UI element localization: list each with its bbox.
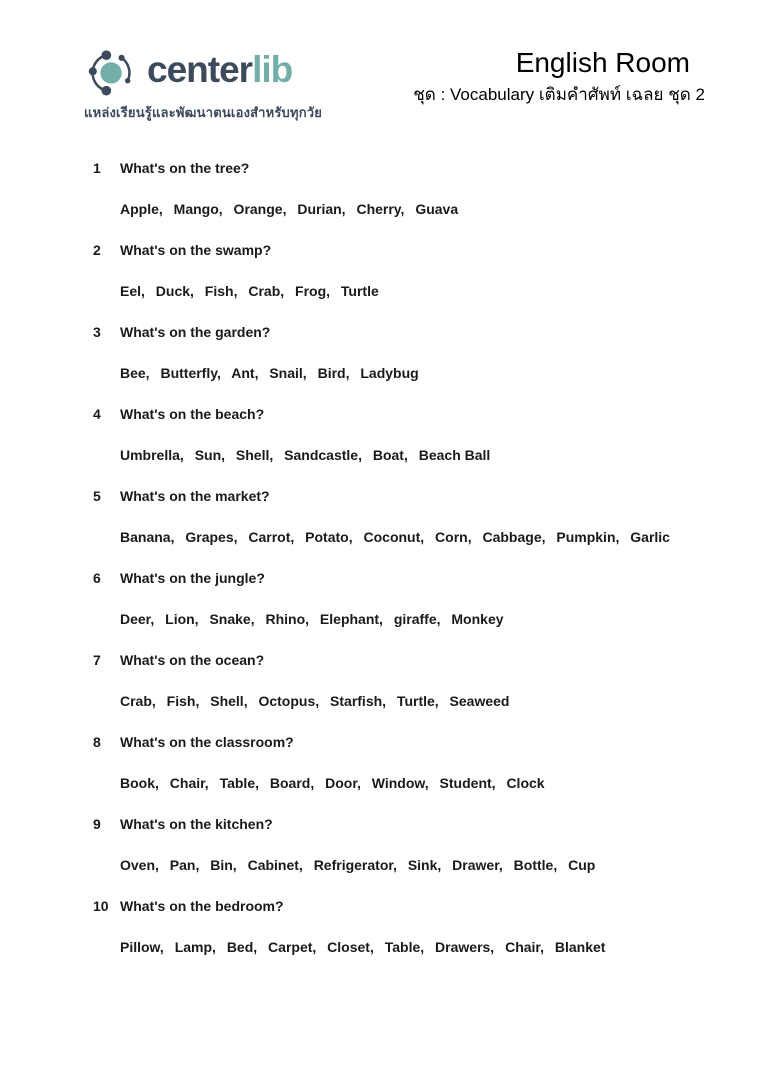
question-number: 8	[93, 733, 101, 750]
question-text: What's on the ocean?	[120, 651, 265, 668]
question-number: 6	[93, 569, 101, 586]
question-number: 4	[93, 405, 101, 422]
question-row	[93, 393, 763, 434]
question-row	[93, 147, 763, 188]
brand-name-lib: lib	[252, 48, 293, 90]
question-row	[93, 475, 763, 516]
question-row	[93, 639, 763, 680]
question-item	[93, 557, 763, 639]
question-row	[93, 885, 763, 926]
question-text: What's on the swamp?	[120, 241, 272, 258]
question-text: What's on the market?	[120, 487, 270, 504]
page-title: English Room	[515, 47, 690, 78]
answer-list: Apple, Mango, Orange, Durian, Cherry, Guava	[120, 200, 459, 217]
question-text: What's on the classroom?	[120, 733, 294, 750]
logo-row	[84, 42, 322, 100]
question-number: 3	[93, 323, 101, 340]
answer-list: Pillow, Lamp, Bed, Carpet, Closet, Table, Drawers, Chair, Blanket	[120, 938, 606, 955]
question-item	[93, 393, 763, 475]
answer-list: Book, Chair, Table, Board, Door, Window, Student, Clock	[120, 774, 545, 791]
question-number: 9	[93, 815, 101, 832]
logo-tagline: แหล่งเรียนรู้และพัฒนาตนเองสำหรับทุกวัย	[84, 105, 323, 120]
answer-list: Banana, Grapes, Carrot, Potato, Coconut, Corn, Cabbage, Pumpkin, Garlic	[120, 528, 670, 545]
question-item	[93, 147, 763, 229]
question-row	[93, 721, 763, 762]
answer-list: Umbrella, Sun, Shell, Sandcastle, Boat, Beach Ball	[120, 446, 491, 463]
question-number: 7	[93, 651, 101, 668]
brand-wordmark	[147, 48, 293, 92]
answer-list: Deer, Lion, Snake, Rhino, Elephant, giraffe, Monkey	[120, 610, 504, 627]
page-header	[0, 0, 763, 123]
question-text: What's on the jungle?	[120, 569, 265, 586]
question-text: What's on the beach?	[120, 405, 265, 422]
question-text: What's on the garden?	[120, 323, 271, 340]
question-text: What's on the kitchen?	[120, 815, 273, 832]
title-block	[413, 47, 705, 108]
question-item	[93, 721, 763, 803]
brand-name-center: center	[147, 48, 253, 90]
question-number: 10	[93, 897, 109, 914]
answer-list: Bee, Butterfly, Ant, Snail, Bird, Ladybug	[120, 364, 419, 381]
question-text: What's on the tree?	[120, 159, 250, 176]
page-subtitle: ชุด : Vocabulary เติมคำศัพท์ เฉลย ชุด 2	[413, 85, 705, 104]
question-item	[93, 639, 763, 721]
question-item	[93, 885, 763, 967]
answer-list: Crab, Fish, Shell, Octopus, Starfish, Turtle, Seaweed	[120, 692, 510, 709]
question-row	[93, 311, 763, 352]
centerlib-logo	[84, 42, 322, 123]
question-row	[93, 557, 763, 598]
question-number: 2	[93, 241, 101, 258]
question-row	[93, 229, 763, 270]
answer-list: Oven, Pan, Bin, Cabinet, Refrigerator, Sink, Drawer, Bottle, Cup	[120, 856, 596, 873]
question-item	[93, 475, 763, 557]
question-item	[93, 803, 763, 885]
question-row	[93, 803, 763, 844]
question-item	[93, 229, 763, 311]
answer-list: Eel, Duck, Fish, Crab, Frog, Turtle	[120, 282, 379, 299]
question-number: 1	[93, 159, 101, 176]
orbit-dots-logo-icon	[84, 42, 142, 100]
question-list	[93, 147, 763, 967]
question-number: 5	[93, 487, 101, 504]
question-item	[93, 311, 763, 393]
question-text: What's on the bedroom?	[120, 897, 284, 914]
